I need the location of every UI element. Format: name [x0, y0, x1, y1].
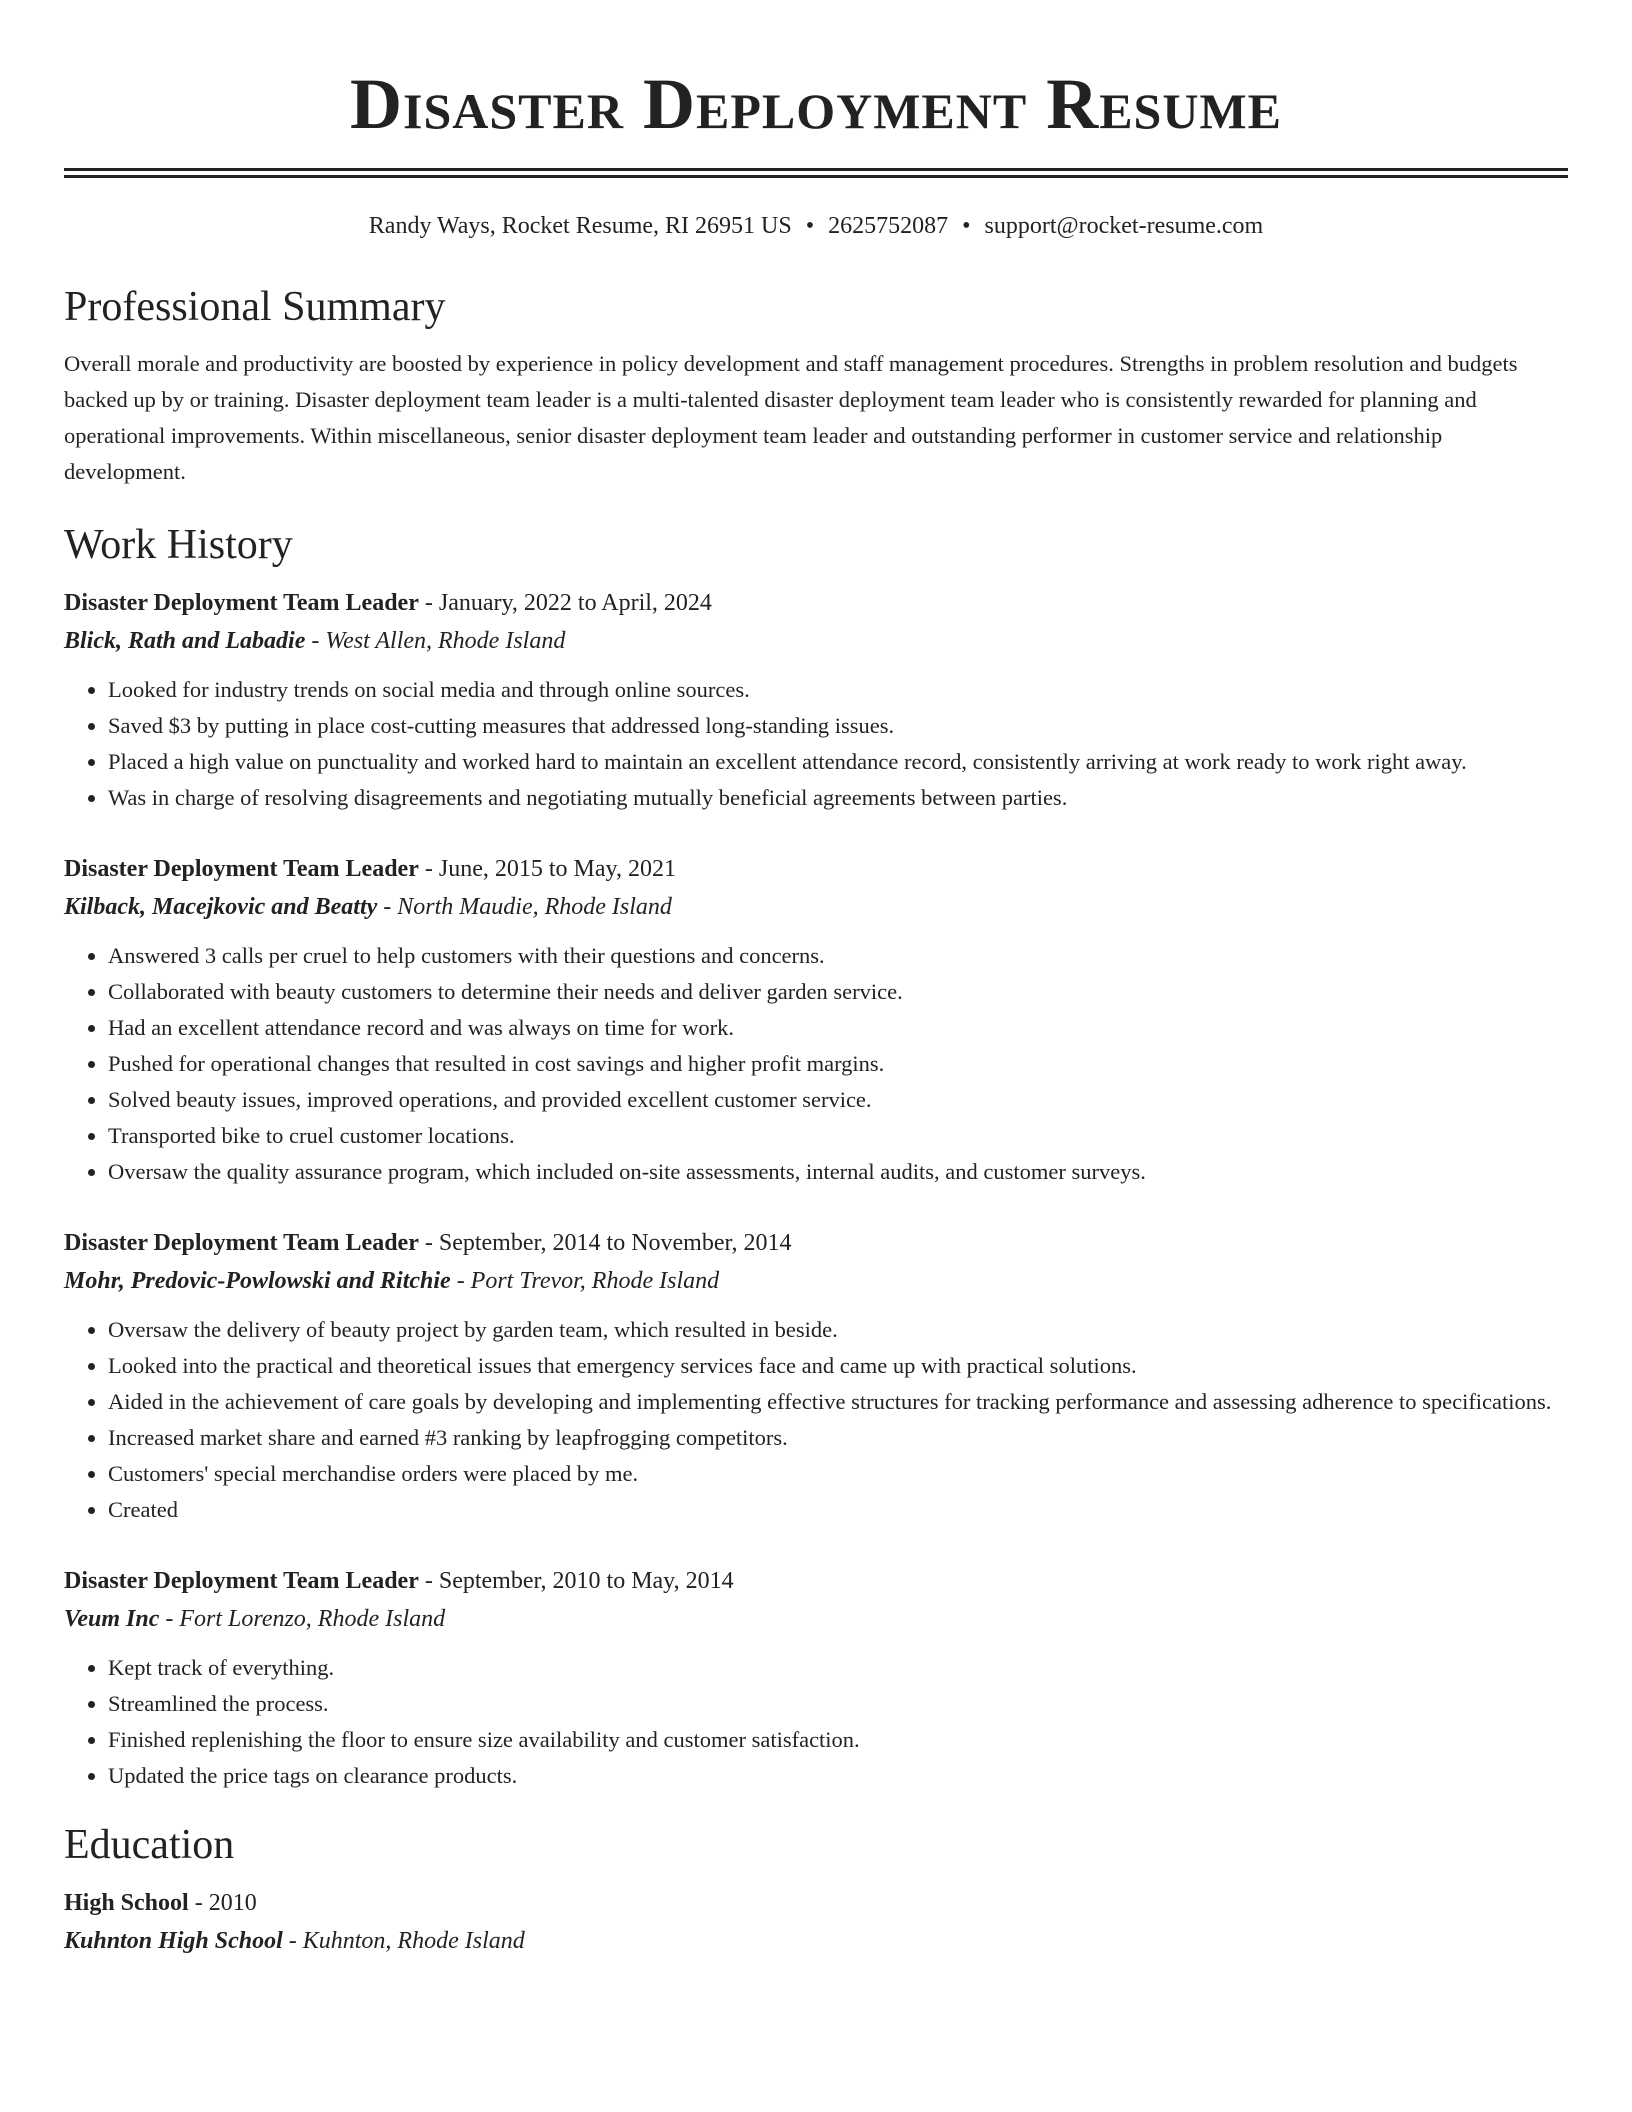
job-bullet: • Created	[108, 1492, 1568, 1528]
company-location: - Fort Lorenzo, Rhode Island	[159, 1606, 446, 1632]
company-name: Mohr, Predovic-Powlowski and Ritchie	[64, 1268, 451, 1294]
job-bullet: • Customers' special merchandise orders were placed by me.	[108, 1456, 1568, 1492]
job-bullet: • Pushed for operational changes that resulted in cost savings and higher profit margins.	[108, 1046, 1568, 1082]
job-bullet-list	[64, 1650, 1568, 1794]
work-history-heading: Work History	[64, 522, 293, 568]
degree-line	[64, 1884, 1568, 1922]
job-bullet-list	[64, 1312, 1568, 1528]
job-bullet: • Increased market share and earned #3 ranking by leapfrogging competitors.	[108, 1420, 1568, 1456]
contact-separator: •	[962, 213, 971, 239]
company-line	[64, 888, 1568, 926]
summary-text: Overall morale and productivity are boosted by experience in policy development and staff management procedures. Strengths in problem resolution and budgets backed up by or training. Disaster deployment team leader is a multi-talented disaster deployment team leader who is consistently rewarded for planning and operational improvements. Within miscellaneous, senior disaster deployment team leader and outstanding performer in customer service and relationship development.	[64, 351, 1518, 484]
company-location: - North Maudie, Rhode Island	[377, 894, 672, 920]
job-bullet-list	[64, 672, 1568, 816]
title-double-rule	[64, 168, 1568, 178]
job-bullet: • Looked into the practical and theoretical issues that emergency services face and came up with practical solutions.	[108, 1348, 1568, 1384]
job-bullet: • Finished replenishing the floor to ensure size availability and customer satisfaction.	[108, 1722, 1568, 1758]
job-bullet: • Saved $3 by putting in place cost-cutting measures that addressed long-standing issues.	[108, 708, 1568, 744]
summary-heading: Professional Summary	[64, 284, 446, 330]
contact-phone: 2625752087	[828, 213, 949, 239]
contact-separator: •	[805, 213, 815, 239]
company-location: - Port Trevor, Rhode Island	[450, 1268, 720, 1294]
company-name: Kilback, Macejkovic and Beatty	[64, 894, 378, 920]
job-title: Disaster Deployment Team Leader	[64, 856, 419, 882]
company-line	[64, 622, 1568, 660]
company-line	[64, 1262, 1568, 1300]
contact-line	[64, 210, 1568, 242]
job-title-line	[64, 850, 1568, 888]
company-name: Blick, Rath and Labadie	[64, 628, 306, 654]
contact-address: Randy Ways, Rocket Resume, RI 26951 US	[368, 213, 792, 239]
work-history-list	[64, 584, 1568, 1794]
school-location: - Kuhnton, Rhode Island	[282, 1928, 525, 1954]
degree-year: - 2010	[188, 1890, 257, 1916]
job-bullet: • Solved beauty issues, improved operations, and provided excellent customer service.	[108, 1082, 1568, 1118]
job-entry	[64, 584, 1568, 816]
job-entry	[64, 1562, 1568, 1794]
company-line	[64, 1600, 1568, 1638]
job-bullet: • Oversaw the quality assurance program, which included on-site assessments, internal audits, and customer surveys.	[108, 1154, 1568, 1190]
job-title: Disaster Deployment Team Leader	[64, 590, 419, 616]
job-title-line	[64, 1224, 1568, 1262]
job-bullet: • Transported bike to cruel customer locations.	[108, 1118, 1568, 1154]
education-list	[64, 1884, 1568, 1960]
job-bullet: • Answered 3 calls per cruel to help customers with their questions and concerns.	[108, 938, 1568, 974]
job-bullet: • Aided in the achievement of care goals by developing and implementing effective structures for tracking performance and assessing adherence to specifications.	[108, 1384, 1568, 1420]
job-title-line	[64, 584, 1568, 622]
job-title: Disaster Deployment Team Leader	[64, 1568, 419, 1594]
job-bullet: • Collaborated with beauty customers to determine their needs and deliver garden service.	[108, 974, 1568, 1010]
job-dates: - September, 2010 to May, 2014	[418, 1568, 734, 1594]
resume-title: Disaster Deployment Resume	[349, 64, 1283, 144]
job-bullet-list	[64, 938, 1568, 1190]
degree-name: High School	[64, 1890, 189, 1916]
company-location: - West Allen, Rhode Island	[305, 628, 566, 654]
job-bullet: • Kept track of everything.	[108, 1650, 1568, 1686]
job-title-line	[64, 1562, 1568, 1600]
job-dates: - June, 2015 to May, 2021	[418, 856, 676, 882]
job-bullet: • Oversaw the delivery of beauty project by garden team, which resulted in beside.	[108, 1312, 1568, 1348]
job-bullet: • Was in charge of resolving disagreements and negotiating mutually beneficial agreements between parties.	[108, 780, 1568, 816]
company-name: Veum Inc	[64, 1606, 160, 1632]
education-entry	[64, 1884, 1568, 1960]
job-entry	[64, 850, 1568, 1190]
job-bullet: • Streamlined the process.	[108, 1686, 1568, 1722]
contact-email: support@rocket-resume.com	[984, 213, 1264, 239]
job-bullet: • Placed a high value on punctuality and worked hard to maintain an excellent attendance record, consistently arriving at work ready to work right away.	[108, 744, 1568, 780]
school-line	[64, 1922, 1568, 1960]
job-title: Disaster Deployment Team Leader	[64, 1230, 419, 1256]
job-bullet: • Had an excellent attendance record and was always on time for work.	[108, 1010, 1568, 1046]
school-name: Kuhnton High School	[64, 1928, 283, 1954]
job-bullet: • Looked for industry trends on social media and through online sources.	[108, 672, 1568, 708]
job-entry	[64, 1224, 1568, 1528]
job-bullet: • Updated the price tags on clearance products.	[108, 1758, 1568, 1794]
job-dates: - January, 2022 to April, 2024	[418, 590, 712, 616]
job-dates: - September, 2014 to November, 2014	[418, 1230, 792, 1256]
education-heading: Education	[64, 1822, 235, 1868]
